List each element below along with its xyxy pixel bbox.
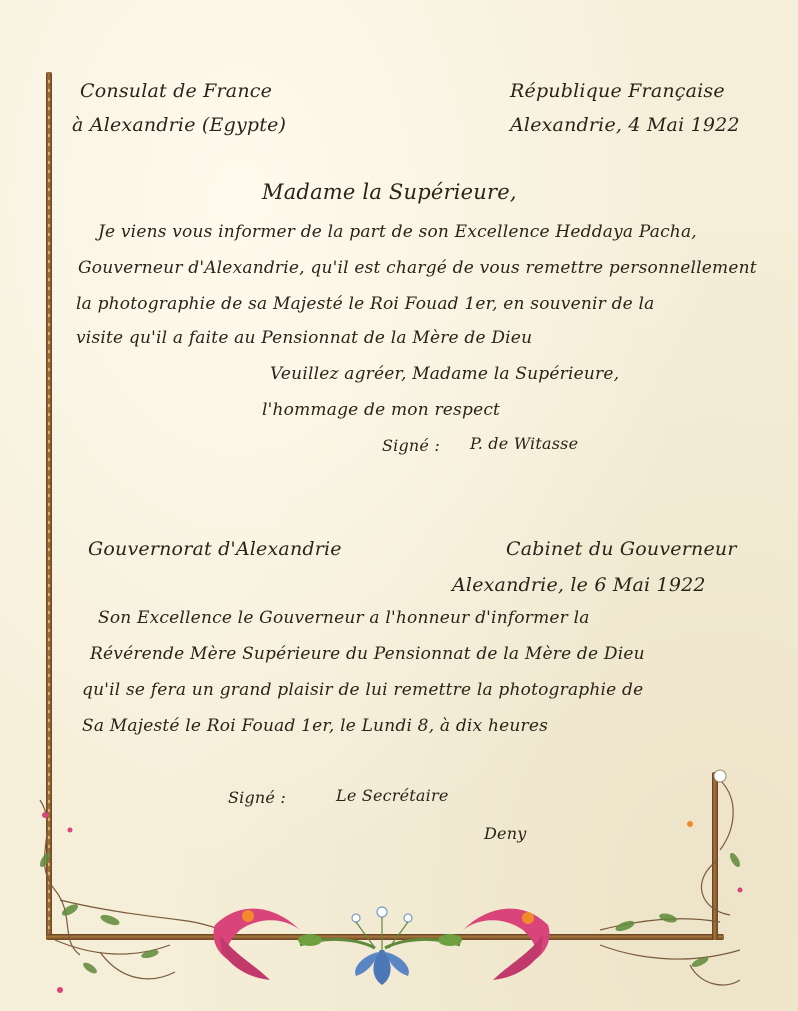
letter1-header-left-2: à Alexandrie (Egypte) bbox=[72, 114, 287, 136]
right-buds bbox=[687, 770, 743, 893]
letter2-body-line: qu'il se fera un grand plaisir de lui remettre la photographie de bbox=[82, 680, 644, 700]
pink-flourish-left bbox=[214, 909, 300, 980]
right-vine bbox=[600, 780, 740, 985]
letter2-body-line: Sa Majesté le Roi Fouad 1er, le Lundi 8, à dix heures bbox=[82, 716, 549, 736]
letter1-closing-line: l'hommage de mon respect bbox=[262, 400, 501, 420]
left-leaves bbox=[38, 851, 160, 975]
letter2-header-left: Gouvernorat d'Alexandrie bbox=[88, 538, 342, 560]
pink-flourish-right bbox=[463, 909, 549, 980]
letter2-signature: Deny bbox=[484, 824, 527, 843]
letter2-signed-label: Signé : bbox=[228, 788, 286, 807]
letter1-header-left-1: Consulat de France bbox=[80, 80, 273, 102]
letter1-closing-line: Veuillez agréer, Madame la Supérieure, bbox=[270, 364, 620, 384]
letter1-body-line: visite qu'il a faite au Pensionnat de la Mère de Dieu bbox=[76, 328, 533, 348]
center-flower bbox=[298, 907, 462, 985]
letter2-signer-title: Le Secrétaire bbox=[336, 786, 449, 805]
letter1-signature: P. de Witasse bbox=[470, 434, 579, 453]
floral-ornament bbox=[0, 740, 798, 1011]
letter2-header-right: Cabinet du Gouverneur bbox=[506, 538, 737, 560]
letter1-header-right-1: République Française bbox=[510, 80, 725, 102]
letter1-body-line: la photographie de sa Majesté le Roi Fouad 1er, en souvenir de la bbox=[76, 294, 655, 314]
letter1-signed-label: Signé : bbox=[382, 436, 440, 455]
letter2-date: Alexandrie, le 6 Mai 1922 bbox=[452, 574, 706, 596]
right-leaves bbox=[614, 851, 742, 969]
letter1-body-line: Je viens vous informer de la part de son Excellence Heddaya Pacha, bbox=[98, 222, 697, 242]
letter1-body-line: Gouverneur d'Alexandrie, qu'il est chargé de vous remettre personnellement bbox=[78, 258, 757, 278]
letter2-body-line: Son Excellence le Gouverneur a l'honneur d'informer la bbox=[98, 608, 590, 628]
letter2-body-line: Révérende Mère Supérieure du Pensionnat de la Mère de Dieu bbox=[90, 644, 645, 664]
letter1-salutation: Madame la Supérieure, bbox=[262, 180, 517, 204]
left-vine bbox=[40, 800, 230, 979]
letter1-header-right-2: Alexandrie, 4 Mai 1922 bbox=[510, 114, 740, 136]
